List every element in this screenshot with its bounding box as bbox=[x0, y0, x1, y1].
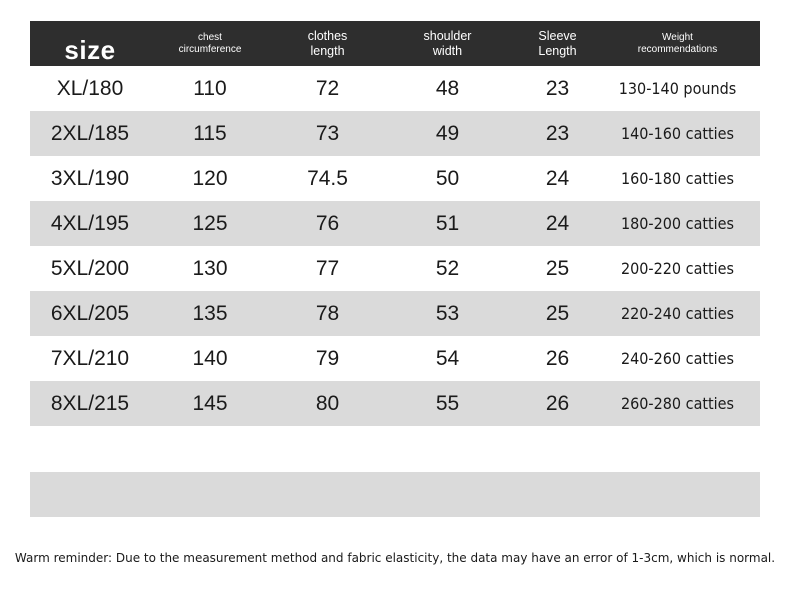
header-sleeve-length bbox=[505, 21, 610, 66]
table-row bbox=[30, 246, 760, 291]
cell-sleeve: 25 bbox=[545, 256, 570, 280]
header-sleeve-line1: Sleeve bbox=[538, 29, 577, 44]
cell-shoulder: 49 bbox=[435, 121, 460, 145]
cell-shoulder: 54 bbox=[435, 346, 460, 370]
header-clothes-length bbox=[275, 21, 380, 66]
header-weight-line2: recommendations bbox=[637, 43, 718, 55]
cell-chest: 110 bbox=[193, 76, 227, 100]
cell-size: 5XL/200 bbox=[50, 256, 130, 280]
cell-size: 2XL/185 bbox=[50, 121, 130, 145]
cell-length: 80 bbox=[315, 391, 340, 415]
cell-shoulder: 51 bbox=[435, 211, 460, 235]
cell-sleeve: 26 bbox=[545, 391, 570, 415]
cell-chest: 120 bbox=[192, 166, 228, 190]
table-header bbox=[30, 21, 760, 66]
cell-sleeve: 23 bbox=[545, 121, 570, 145]
cell-weight: 200-220 catties bbox=[620, 259, 735, 278]
table-row bbox=[30, 291, 760, 336]
table-row bbox=[30, 156, 760, 201]
empty-row-shaded bbox=[30, 472, 760, 517]
cell-length: 73 bbox=[315, 121, 340, 145]
cell-size: 6XL/205 bbox=[50, 301, 130, 325]
cell-size: 8XL/215 bbox=[50, 391, 130, 415]
cell-size: 4XL/195 bbox=[50, 211, 130, 235]
table-row bbox=[30, 336, 760, 381]
header-length-line1: clothes bbox=[307, 29, 348, 44]
cell-shoulder: 48 bbox=[435, 76, 460, 100]
cell-length: 79 bbox=[315, 346, 340, 370]
header-chest-line1: chest bbox=[198, 32, 222, 43]
cell-sleeve: 23 bbox=[545, 76, 570, 100]
cell-chest: 125 bbox=[192, 211, 228, 235]
cell-weight: 260-280 catties bbox=[620, 394, 735, 413]
header-chest bbox=[155, 21, 265, 66]
warm-reminder-note: Warm reminder: Due to the measurement method and fabric elasticity, the data may have an error of 1-3cm, which is normal. bbox=[14, 551, 776, 565]
cell-length: 72 bbox=[315, 76, 340, 100]
header-shoulder-line2: width bbox=[432, 43, 463, 58]
cell-shoulder: 55 bbox=[435, 391, 460, 415]
cell-weight: 180-200 catties bbox=[620, 214, 735, 233]
cell-length: 74.5 bbox=[307, 166, 348, 190]
cell-sleeve: 25 bbox=[545, 301, 570, 325]
table-row bbox=[30, 381, 760, 426]
cell-size: 7XL/210 bbox=[50, 346, 130, 370]
cell-length: 76 bbox=[315, 211, 340, 235]
header-chest-line2: circumference bbox=[178, 43, 242, 55]
header-weight-line1: Weight bbox=[662, 32, 693, 43]
cell-shoulder: 50 bbox=[435, 166, 460, 190]
cell-size: 3XL/190 bbox=[50, 166, 130, 190]
cell-chest: 140 bbox=[192, 346, 228, 370]
cell-sleeve: 26 bbox=[545, 346, 570, 370]
cell-chest: 115 bbox=[193, 121, 227, 145]
cell-chest: 145 bbox=[192, 391, 228, 415]
header-shoulder-width bbox=[395, 21, 500, 66]
cell-weight: 220-240 catties bbox=[620, 304, 735, 323]
cell-length: 78 bbox=[315, 301, 340, 325]
cell-size: XL/180 bbox=[56, 76, 124, 100]
header-length-line2: length bbox=[310, 43, 345, 58]
header-size bbox=[30, 21, 150, 68]
cell-chest: 130 bbox=[192, 256, 228, 280]
cell-sleeve: 24 bbox=[545, 166, 570, 190]
table-row bbox=[30, 111, 760, 156]
header-sleeve-line2: Length bbox=[538, 43, 577, 58]
cell-weight: 140-160 catties bbox=[620, 124, 735, 143]
cell-shoulder: 53 bbox=[435, 301, 460, 325]
cell-weight: 160-180 catties bbox=[620, 169, 735, 188]
cell-sleeve: 24 bbox=[545, 211, 570, 235]
size-chart-table bbox=[30, 21, 760, 426]
header-shoulder-line1: shoulder bbox=[423, 29, 472, 44]
table-row bbox=[30, 66, 760, 111]
cell-weight: 240-260 catties bbox=[620, 349, 735, 368]
cell-shoulder: 52 bbox=[435, 256, 460, 280]
cell-length: 77 bbox=[315, 256, 340, 280]
empty-row bbox=[30, 427, 760, 472]
table-body bbox=[30, 66, 760, 426]
cell-weight: 130-140 pounds bbox=[618, 79, 737, 98]
header-weight bbox=[610, 21, 745, 66]
table-row bbox=[30, 201, 760, 246]
cell-chest: 135 bbox=[192, 301, 228, 325]
header-size-label: size bbox=[64, 35, 116, 66]
